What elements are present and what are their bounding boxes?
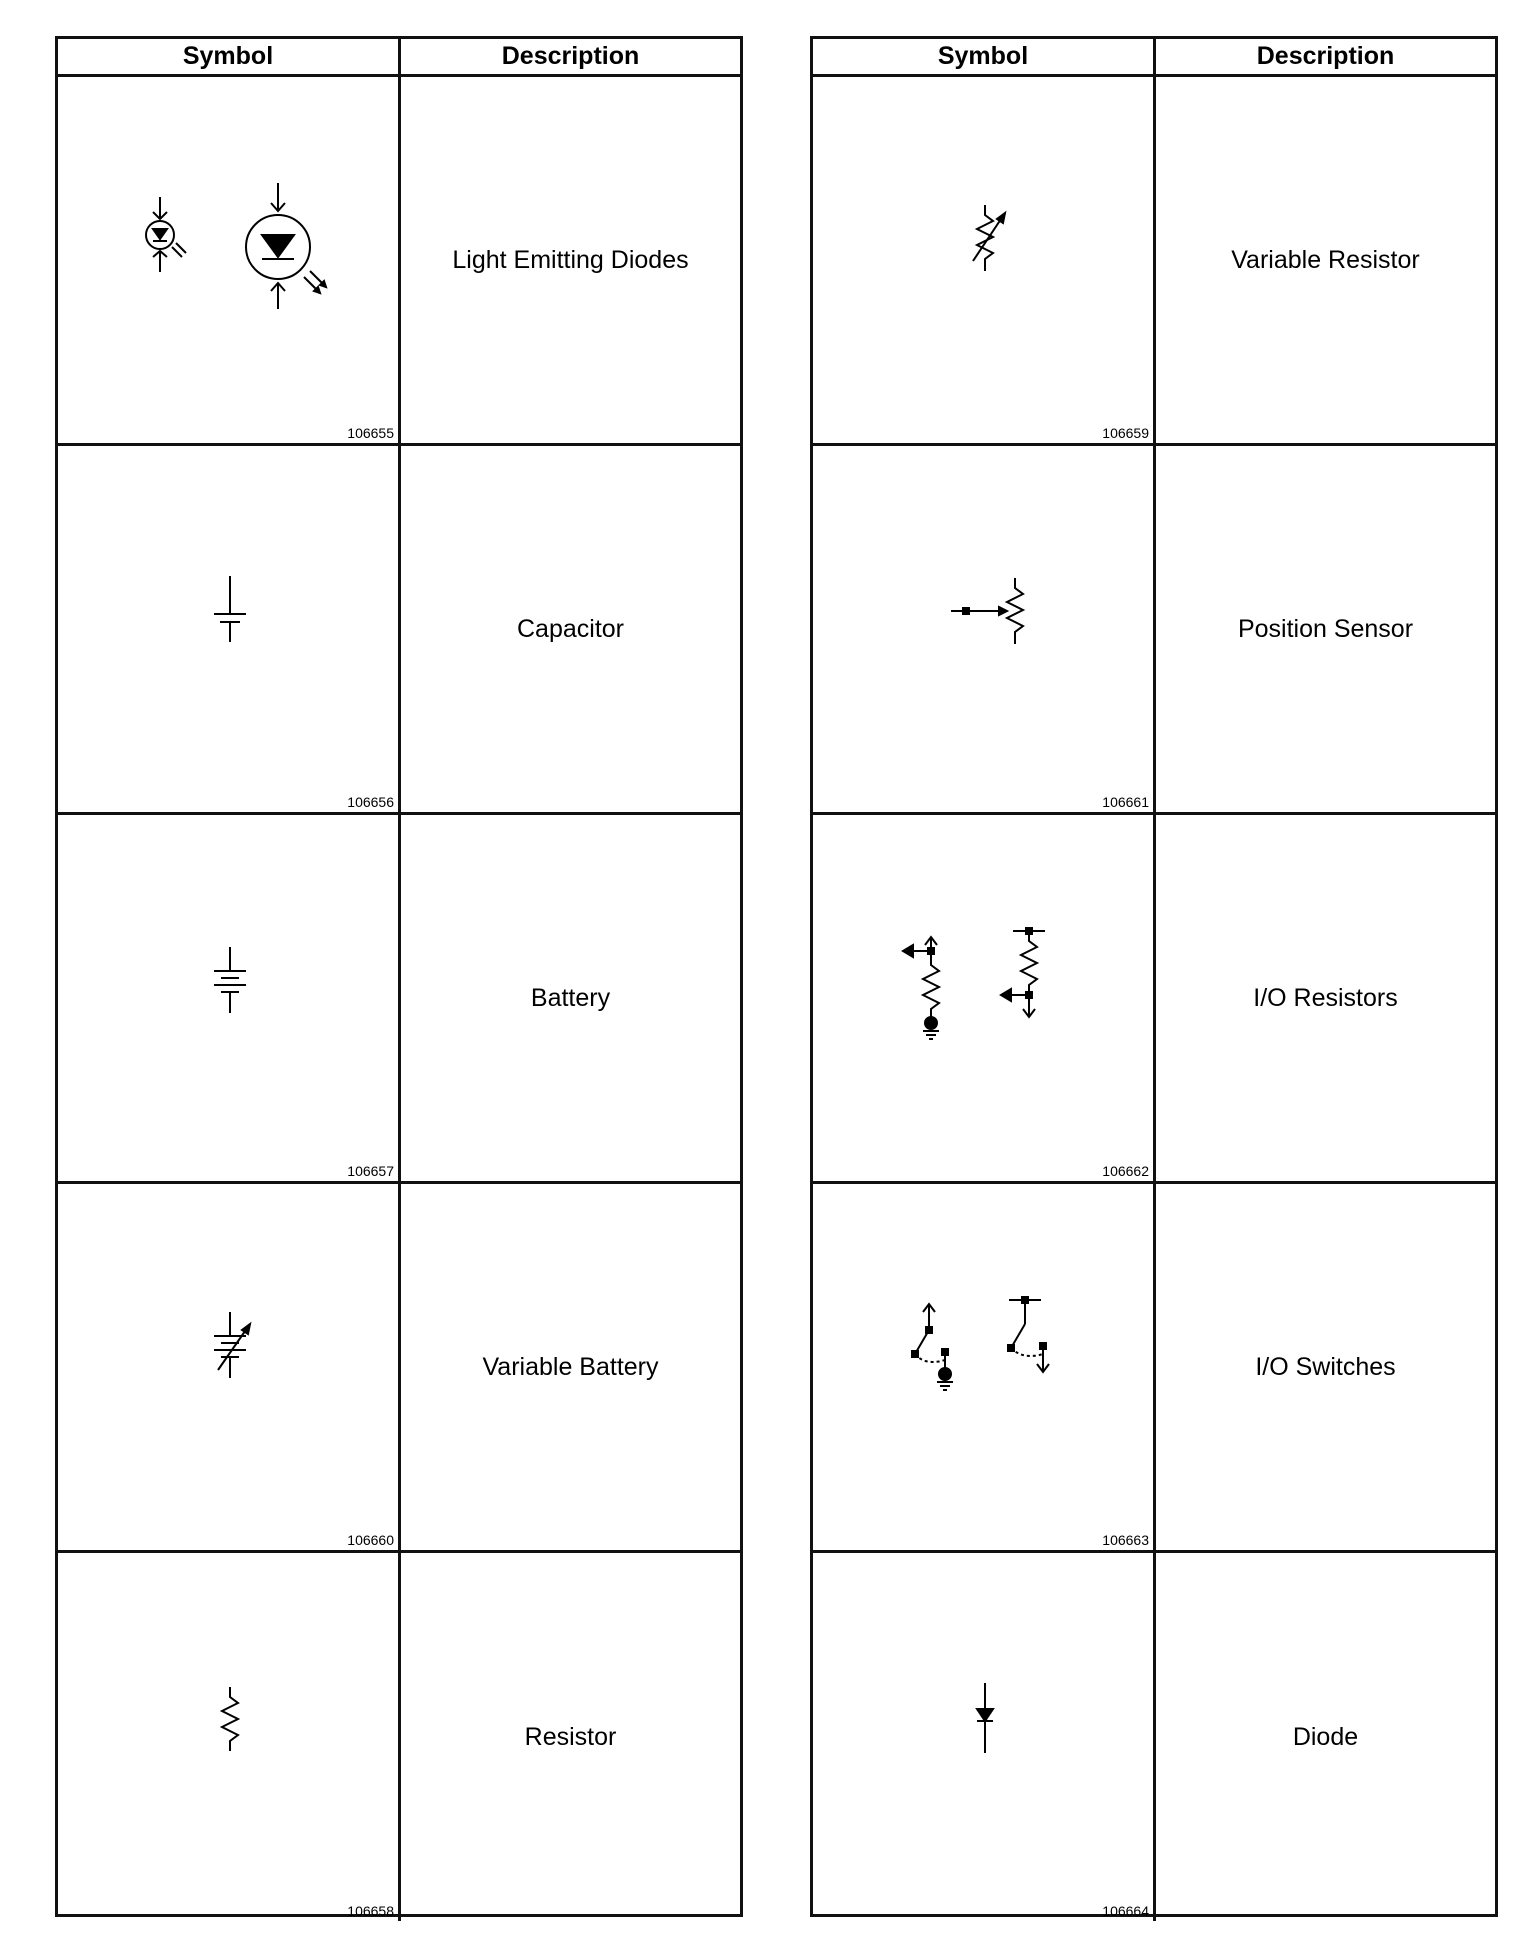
table-row xyxy=(813,446,1495,815)
figure-number: 106661 xyxy=(1102,794,1149,810)
symbol-cell xyxy=(58,1184,401,1550)
description-cell: Variable Resistor xyxy=(1231,245,1420,274)
table-row xyxy=(58,446,740,815)
table-row xyxy=(813,1553,1495,1921)
description-cell: Light Emitting Diodes xyxy=(452,245,689,274)
figure-number: 106658 xyxy=(347,1903,394,1919)
symbol-cell xyxy=(58,446,401,812)
led-icon xyxy=(58,77,398,443)
figure-number: 106657 xyxy=(347,1163,394,1179)
table-row xyxy=(58,1184,740,1553)
io-switches-icon xyxy=(813,1184,1153,1550)
symbol-table-left xyxy=(55,36,743,1917)
symbol-cell xyxy=(58,815,401,1181)
variable-battery-icon xyxy=(58,1184,398,1550)
table-row xyxy=(58,815,740,1184)
figure-number: 106662 xyxy=(1102,1163,1149,1179)
description-column-header: Description xyxy=(501,42,640,70)
description-cell: Capacitor xyxy=(517,614,624,643)
description-column-header: Description xyxy=(1256,42,1395,70)
table-row xyxy=(58,77,740,446)
variable-resistor-icon xyxy=(813,77,1153,443)
table-row xyxy=(813,1184,1495,1553)
figure-number: 106663 xyxy=(1102,1532,1149,1548)
battery-icon xyxy=(58,815,398,1181)
resistor-icon xyxy=(58,1553,398,1919)
description-cell: Position Sensor xyxy=(1237,614,1414,643)
symbol-cell xyxy=(813,1184,1156,1550)
table-row xyxy=(813,77,1495,446)
symbol-cell xyxy=(813,77,1156,443)
diode-icon xyxy=(813,1553,1153,1919)
symbol-cell xyxy=(58,77,401,443)
description-cell: Battery xyxy=(530,983,611,1012)
table-header xyxy=(813,39,1495,77)
description-cell: Resistor xyxy=(524,1722,617,1751)
symbol-cell xyxy=(813,1553,1156,1921)
symbol-column-header: Symbol xyxy=(813,39,1156,74)
description-cell: I/O Resistors xyxy=(1253,983,1398,1012)
description-cell: Variable Battery xyxy=(482,1352,659,1381)
figure-number: 106655 xyxy=(347,425,394,441)
symbol-cell xyxy=(813,446,1156,812)
position-sensor-icon xyxy=(813,446,1153,812)
figure-number: 106664 xyxy=(1102,1903,1149,1919)
description-cell: I/O Switches xyxy=(1255,1352,1396,1381)
capacitor-icon xyxy=(58,446,398,812)
table-row xyxy=(813,815,1495,1184)
symbol-cell xyxy=(58,1553,401,1921)
symbol-cell xyxy=(813,815,1156,1181)
io-resistors-icon xyxy=(813,815,1153,1181)
symbol-column-header: Symbol xyxy=(58,39,401,74)
table-header xyxy=(58,39,740,77)
figure-number: 106659 xyxy=(1102,425,1149,441)
figure-number: 106660 xyxy=(347,1532,394,1548)
symbol-table-right xyxy=(810,36,1498,1917)
figure-number: 106656 xyxy=(347,794,394,810)
table-row xyxy=(58,1553,740,1921)
description-cell: Diode xyxy=(1292,1722,1359,1751)
